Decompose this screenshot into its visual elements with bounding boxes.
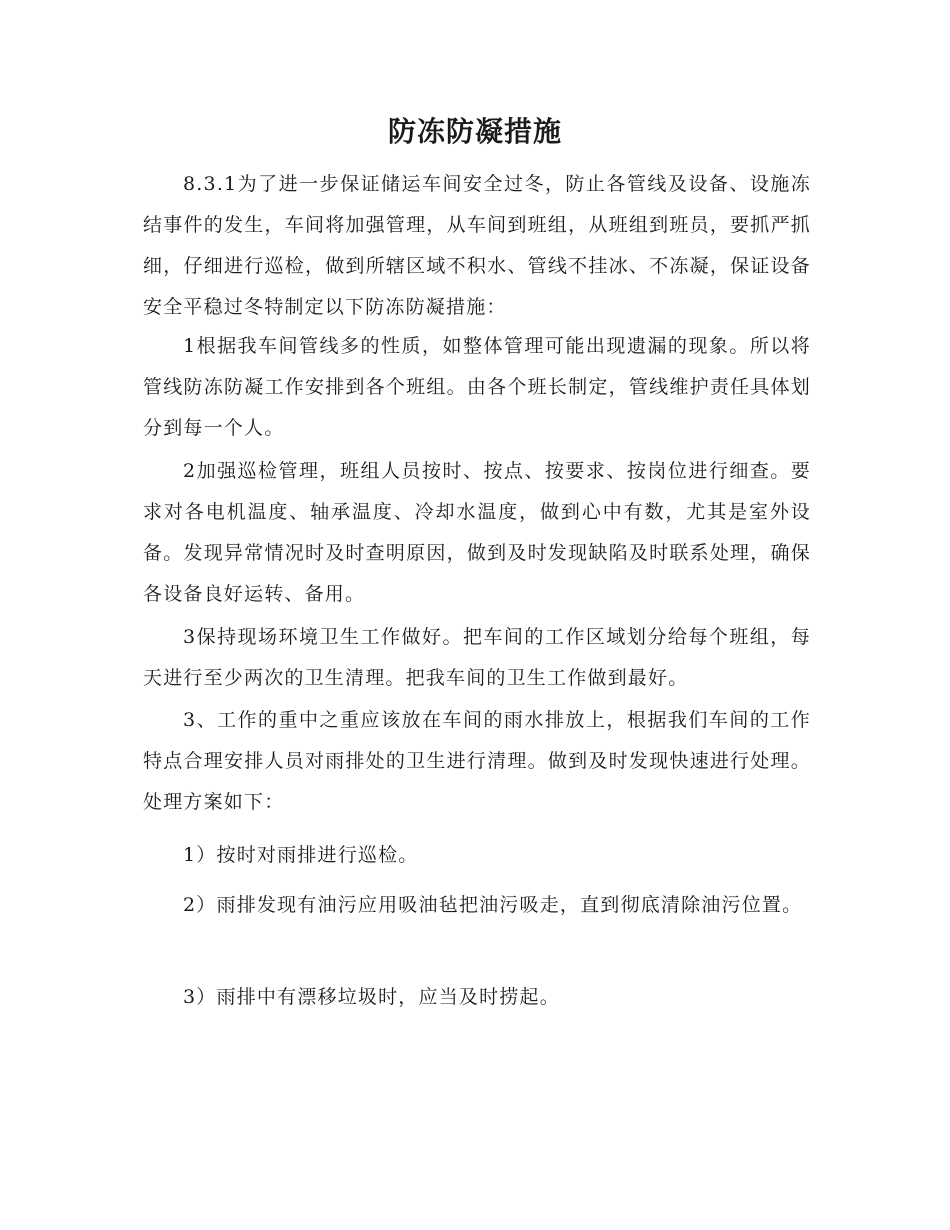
paragraph-step-3: 3）雨排中有漂移垃圾时，应当及时捞起。: [183, 986, 560, 1008]
paragraph-measure-2: 2加强巡检管理，班组人员按时、按点、按要求、按岗位进行细查。要求对各电机温度、轴承温度、冷却水温度，做到心中有数，尤其是室外设备。发现异常情况时及时查明原因，做到及时发现缺陷及时联系处理，确保各设备良好运转、备用。: [143, 460, 811, 605]
paragraph-step-2: 2）雨排发现有油污应用吸油毡把油污吸走，直到彻底清除油污位置。: [183, 894, 803, 916]
paragraph-step-1: 1）按时对雨排进行巡检。: [183, 844, 419, 866]
document-title: 防冻防凝措施: [387, 115, 562, 148]
paragraph-measure-3: 3保持现场环境卫生工作做好。把车间的工作区域划分给每个班组，每天进行至少两次的卫生清理。把我车间的卫生工作做到最好。: [143, 626, 811, 689]
paragraph-measure-3b: 3、工作的重中之重应该放在车间的雨水排放上，根据我们车间的工作特点合理安排人员对雨排处的卫生进行清理。做到及时发现快速进行处理。处理方案如下：: [143, 709, 811, 813]
paragraph-measure-1: 1根据我车间管线多的性质，如整体管理可能出现遗漏的现象。所以将管线防冻防凝工作安排到各个班组。由各个班长制定，管线维护责任具体划分到每一个人。: [143, 335, 811, 439]
paragraph-intro: 8.3.1为了进一步保证储运车间安全过冬，防止各管线及设备、设施冻结事件的发生，车间将加强管理，从车间到班组，从班组到班员，要抓严抓细，仔细进行巡检，做到所辖区域不积水、管线不挂冰、不冻凝，保证设备安全平稳过冬特制定以下防冻防凝措施：: [143, 173, 811, 318]
